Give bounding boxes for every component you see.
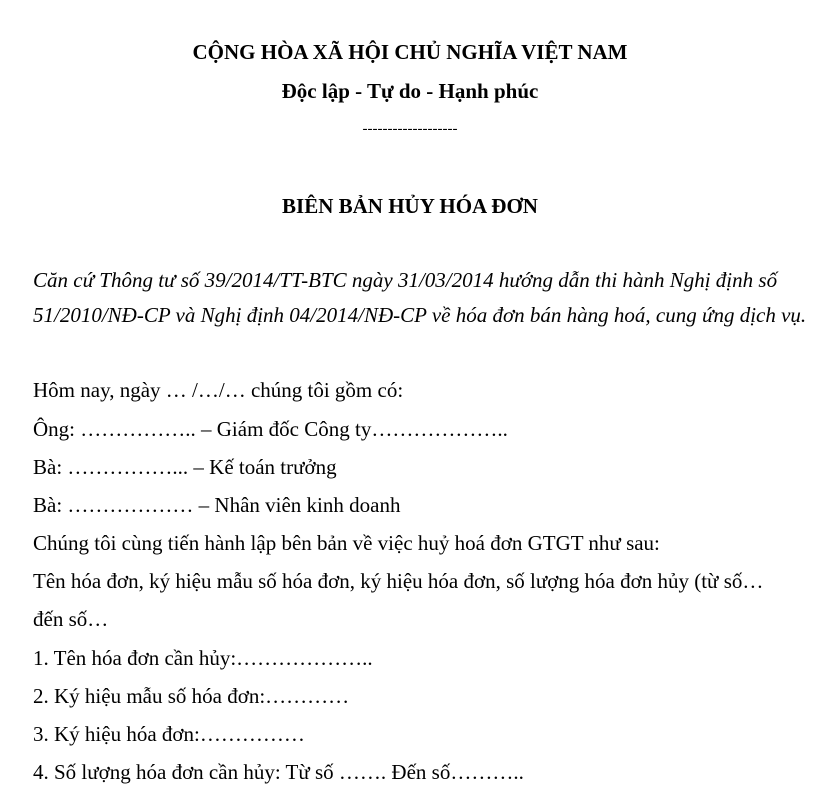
member-chief-accountant: Bà: ……………... – Kế toán trưởng (33, 455, 337, 479)
item-invoice-name: 1. Tên hóa đơn cần hủy:……………….. (33, 646, 373, 670)
intro-line: Chúng tôi cùng tiến hành lập bên bản về việc huỷ hoá đơn GTGT như sau: (33, 531, 660, 555)
date-line: Hôm nay, ngày … /…/… chúng tôi gồm có: (33, 378, 404, 402)
legal-basis-line-2: 51/2010/NĐ-CP và Nghị định 04/2014/NĐ-CP về hóa đơn bán hàng hoá, cung ứng dịch vụ. (33, 303, 807, 327)
member-sales-staff: Bà: ……………… – Nhân viên kinh doanh (33, 493, 401, 517)
member-director: Ông: …………….. – Giám đốc Công ty……………….. (33, 417, 508, 441)
invoice-description-line-1: Tên hóa đơn, ký hiệu mẫu số hóa đơn, ký hiệu hóa đơn, số lượng hóa đơn hủy (từ số… (33, 569, 764, 593)
legal-basis-line-1: Căn cứ Thông tư số 39/2014/TT-BTC ngày 31/03/2014 hướng dẫn thi hành Nghị định số (33, 268, 778, 292)
document-title: BIÊN BẢN HỦY HÓA ĐƠN (282, 194, 538, 218)
nation-heading: CỘNG HÒA XÃ HỘI CHỦ NGHĨA VIỆT NAM (192, 40, 628, 64)
item-form-symbol: 2. Ký hiệu mẫu số hóa đơn:………… (33, 684, 350, 708)
item-invoice-quantity: 4. Số lượng hóa đơn cần hủy: Từ số ……. Đến số……….. (33, 760, 524, 784)
item-invoice-symbol: 3. Ký hiệu hóa đơn:…………… (33, 722, 305, 746)
invoice-description-line-2: đến số… (33, 607, 109, 631)
header-separator: ------------------- (362, 121, 458, 137)
motto-heading: Độc lập - Tự do - Hạnh phúc (281, 79, 539, 103)
